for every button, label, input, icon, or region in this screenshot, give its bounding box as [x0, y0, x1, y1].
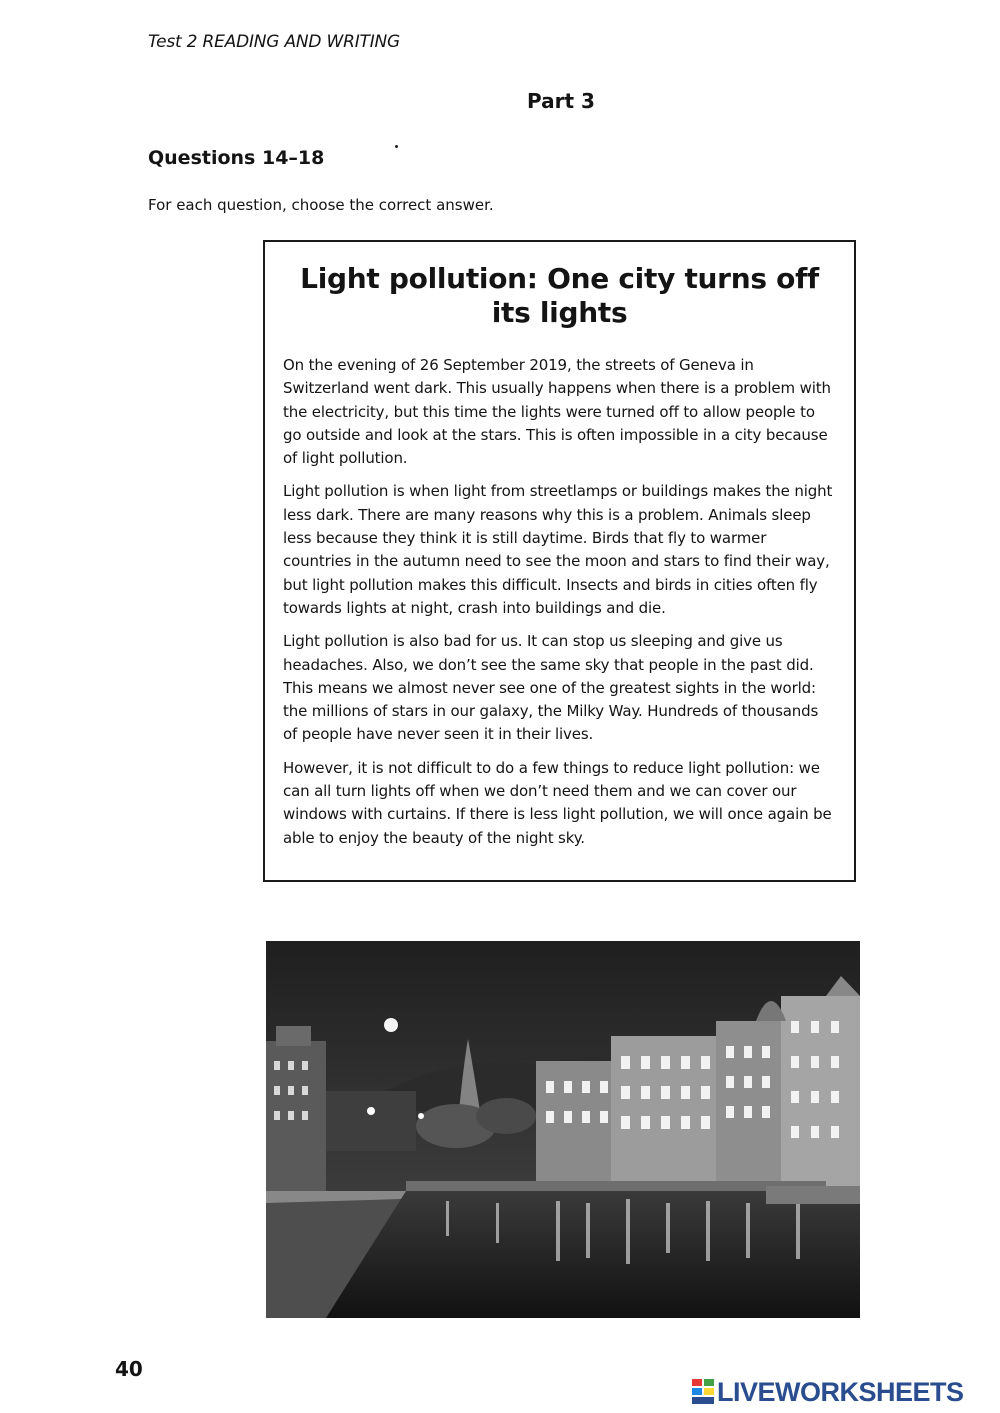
geneva-night-photo: [266, 941, 860, 1318]
moon-icon: [384, 1018, 398, 1032]
article-body: [283, 354, 834, 850]
running-head: Test 2 READING AND WRITING: [148, 32, 401, 52]
article-paragraph-1: On the evening of 26 September 2019, the streets of Geneva in Switzerland went dark. This usually happens when there is a problem with the electricity, but this time the lights were turned off to allow people to go outside and look at the stars. This is often impossible in a city because of light pollution.: [283, 356, 831, 468]
part-title: Part 3: [527, 89, 595, 113]
article-title: Light pollution: One city turns off its lights: [300, 262, 819, 329]
page-number: 40: [115, 1357, 143, 1381]
watermark-text: LIVEWORKSHEETS: [717, 1376, 964, 1407]
article-paragraph-4: However, it is not difficult to do a few things to reduce light pollution: we can all turn lights off when we don’t need them and we can cover our windows with curtains. If there is less light pollution, we will once again be able to enjoy the beauty of the night sky.: [283, 758, 832, 847]
scan-speck: [395, 145, 398, 148]
article-box: [263, 240, 856, 882]
instruction-text: For each question, choose the correct answer.: [148, 196, 494, 214]
questions-heading: Questions 14–18: [148, 147, 325, 169]
article-paragraph-2: Light pollution is when light from streetlamps or buildings makes the night less dark. There are many reasons why this is a problem. Animals sleep less because they think it is still daytime. Birds that fly to warmer countries in the autumn need to see the moon and stars to find their way, but light pollution makes this difficult. Insects and birds in cities often fly towards lights at night, crash into buildings and die.: [283, 482, 833, 617]
article-paragraph-3: Light pollution is also bad for us. It can stop us sleeping and give us headaches. Also, we don’t see the same sky that people in the past did. This means we almost never see one of the greatest sights in the world: the millions of stars in our galaxy, the Milky Way. Hundreds of thousands of people have never seen it in their lives.: [283, 632, 819, 744]
city-night-illustration: [266, 941, 860, 1318]
liveworksheets-logo-icon: [692, 1379, 714, 1405]
watermark: [692, 1375, 964, 1409]
